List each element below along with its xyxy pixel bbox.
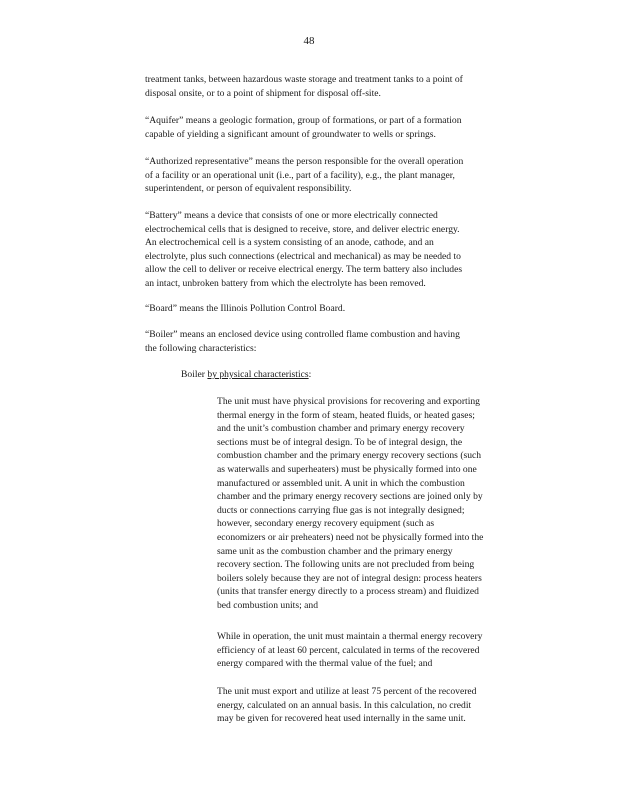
paragraphs-line: electrochemical cells that is designed to receive, store, and deliver electric energy. [145, 223, 460, 235]
paragraphs-line: of a facility or an operational unit (i.e., part of a facility), e.g., the plant manager, [145, 169, 455, 181]
sub_paragraphs-line: efficiency of at least 60 percent, calculated in terms of the recovered [217, 644, 480, 656]
sub_paragraphs-line: bed combustion units; and [217, 600, 318, 611]
paragraphs-line: the following characteristics: [145, 342, 257, 354]
paragraphs-line: allow the cell to deliver or receive electrical energy. The term battery also includes [145, 264, 463, 276]
paragraphs-line: “Authorized representative” means the person responsible for the overall operation [145, 156, 464, 167]
sub_paragraphs-line: energy compared with the thermal value of the fuel; and [217, 658, 433, 670]
sub_paragraphs-line: thermal energy in the form of steam, heated fluids, or heated gases; [217, 409, 475, 421]
subheading-prefix: Boiler [181, 369, 208, 380]
paragraphs-line: An electrochemical cell is a system consisting of an anode, cathode, and an [145, 237, 434, 249]
paragraphs-line: an intact, unbroken battery from which the electrolyte has been removed. [145, 278, 426, 289]
subheading-underlined: by physical characteristics [207, 369, 309, 380]
paragraphs-line: treatment tanks, between hazardous waste storage and treatment tanks to a point of [145, 74, 463, 85]
subheading-suffix: : [308, 369, 312, 380]
sub_paragraphs-line: (units that transfer energy directly to a process stream) and fluidized [217, 586, 479, 598]
sub_paragraphs-line: While in operation, the unit must maintain a thermal energy recovery [217, 631, 483, 642]
paragraphs-line: “Boiler” means an enclosed device using controlled flame combustion and having [145, 329, 460, 340]
sub_paragraphs-line: sections must be of integral design. To be of integral design, the [217, 436, 463, 448]
sub_paragraphs-line: manufactured or assembled unit. A unit in which the combustion [217, 477, 465, 489]
sub_paragraphs-line: ducts or connections carrying flue gas is not integrally designed; [217, 504, 465, 516]
sub_paragraphs-line: combustion chamber and the primary energy recovery sections (such [217, 450, 482, 462]
sub_paragraphs-line: chamber and the primary energy recovery sections are joined only by [217, 491, 483, 503]
paragraphs-line: “Board” means the Illinois Pollution Control Board. [145, 303, 346, 314]
boiler-subheading [181, 368, 311, 382]
paragraphs-line: superintendent, or person of equivalent responsibility. [145, 183, 352, 195]
sub_paragraphs-line: may be given for recovered heat used internally in the same unit. [217, 713, 466, 725]
sub_paragraphs-line: recovery section. The following units are not precluded from being [217, 559, 475, 571]
sub_paragraphs-line: The unit must have physical provisions for recovering and exporting [217, 396, 480, 407]
sub_paragraphs-line: The unit must export and utilize at least 75 percent of the recovered [217, 686, 477, 697]
sub_paragraphs-line: however, secondary energy recovery equipment (such as [217, 518, 435, 530]
paragraphs-line: electrolyte, plus such connections (electrical and mechanical) as may be needed to [145, 250, 461, 262]
sub_paragraphs-line: boilers solely because they are not of integral design: process heaters [217, 572, 482, 584]
sub_paragraphs-line: same unit as the combustion chamber and the primary energy [217, 545, 453, 557]
sub_paragraphs-line: and the unit’s combustion chamber and primary energy recovery [217, 423, 465, 435]
paragraphs-line: capable of yielding a significant amount of groundwater to wells or springs. [145, 128, 436, 140]
paragraphs-line: disposal onsite, or to a point of shipment for disposal off-site. [145, 87, 381, 99]
page-number: 48 [303, 35, 315, 47]
sub_paragraphs-line: energy, calculated on an annual basis. In this calculation, no credit [217, 699, 472, 711]
paragraphs-line: “Battery” means a device that consists of one or more electrically connected [145, 210, 438, 221]
sub_paragraphs-line: as waterwalls and superheaters) must be physically formed into one [217, 464, 477, 475]
sub_paragraphs-line: economizers or air preheaters) need not be physically formed into the [217, 532, 484, 543]
paragraphs-line: “Aquifer” means a geologic formation, group of formations, or part of a formation [145, 115, 462, 126]
